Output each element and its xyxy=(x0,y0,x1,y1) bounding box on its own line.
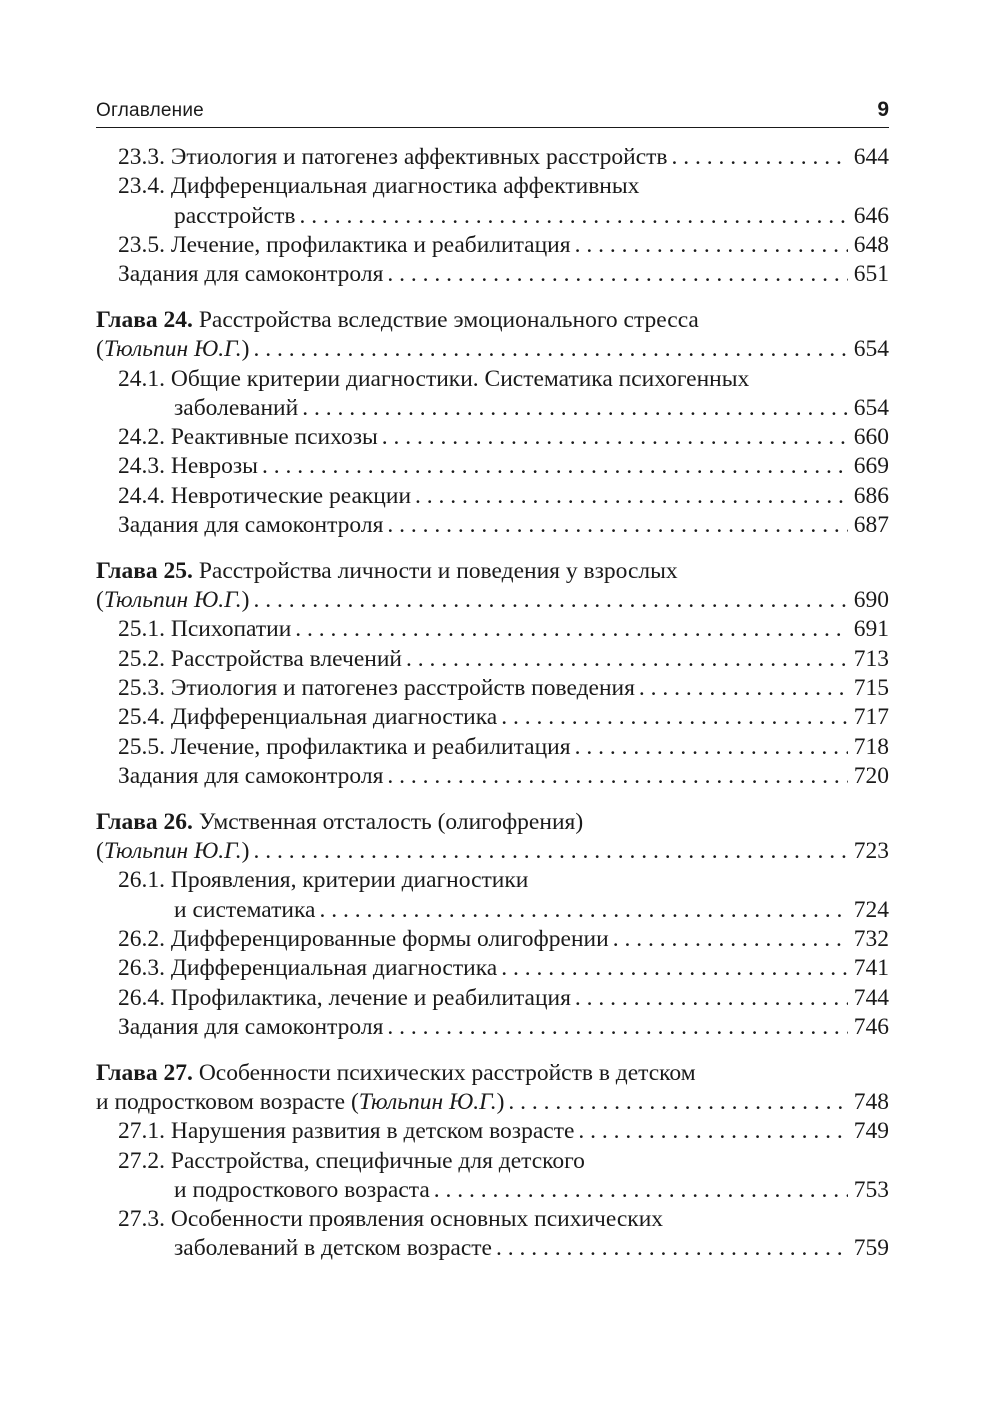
toc-page: 648 xyxy=(853,231,889,258)
dot-leader xyxy=(575,231,848,260)
toc-entry-26-3[interactable]: 26.3. Дифференциальная диагностика . . . 741 xyxy=(96,954,889,983)
toc-page: 723 xyxy=(853,838,889,865)
toc-page: 759 xyxy=(853,1235,889,1262)
dot-leader xyxy=(639,674,848,703)
dot-leader xyxy=(415,482,848,511)
toc-entry-tasks-24[interactable]: Задания для самоконтроля . . . 687 xyxy=(96,511,889,540)
toc-page: 687 xyxy=(853,512,889,539)
chapter-26-author[interactable]: (Тюльпин Ю.Г.) . . . 723 xyxy=(96,837,889,866)
dot-leader xyxy=(299,202,847,231)
dot-leader xyxy=(253,335,847,364)
chapter-label: Глава 25. xyxy=(96,557,193,584)
toc-entry-tasks-23[interactable]: Задания для самоконтроля . . . 651 xyxy=(96,260,889,289)
chapter-label: Глава 26. xyxy=(96,808,193,835)
toc-page: 749 xyxy=(853,1118,889,1145)
toc-page: 651 xyxy=(853,261,889,288)
chapter-25-author[interactable]: (Тюльпин Ю.Г.) . . . 690 xyxy=(96,586,889,615)
toc-page: 646 xyxy=(853,202,889,229)
toc-page: 713 xyxy=(853,645,889,672)
toc-page: 748 xyxy=(853,1088,889,1115)
chapter-label: Глава 27. xyxy=(96,1059,193,1086)
dot-leader xyxy=(253,837,847,866)
toc-page: 669 xyxy=(853,453,889,480)
toc-entry-27-2[interactable]: 27.2. Расстройства, специфичные для детского xyxy=(118,1147,585,1174)
toc-entry-25-1[interactable]: 25.1. Психопатии . . . 691 xyxy=(96,615,889,644)
toc-page: 720 xyxy=(853,762,889,789)
toc-entry-27-3-cont[interactable]: заболеваний в детском возрасте . . . 759 xyxy=(96,1234,889,1263)
dot-leader xyxy=(382,423,848,452)
toc-page: 753 xyxy=(853,1176,889,1203)
toc-entry-25-5[interactable]: 25.5. Лечение, профилактика и реабилитация . . . 718 xyxy=(96,733,889,762)
chapter-title: Расстройства личности и поведения у взрослых xyxy=(198,557,678,584)
dot-leader xyxy=(387,260,847,289)
toc-page: 715 xyxy=(853,675,889,702)
toc-page: 746 xyxy=(853,1013,889,1040)
toc-entry-26-1-cont[interactable]: и систематика . . . 724 xyxy=(96,896,889,925)
toc-page: 654 xyxy=(853,336,889,363)
toc-entry-27-2-cont[interactable]: и подросткового возраста . . . 753 xyxy=(96,1176,889,1205)
chapter-24-heading[interactable] xyxy=(96,306,889,335)
toc-page: 686 xyxy=(853,482,889,509)
dot-leader xyxy=(387,762,847,791)
toc-page: 732 xyxy=(853,925,889,952)
chapter-25-heading[interactable] xyxy=(96,557,889,586)
toc-page: 741 xyxy=(853,955,889,982)
toc-entry-26-4[interactable]: 26.4. Профилактика, лечение и реабилитация . . . 744 xyxy=(96,984,889,1013)
dot-leader xyxy=(672,143,848,172)
chapter-label: Глава 24. xyxy=(96,306,193,333)
dot-leader xyxy=(387,511,847,540)
chapter-24-author[interactable]: (Тюльпин Ю.Г.) . . . 654 xyxy=(96,335,889,364)
toc-page: 717 xyxy=(853,704,889,731)
toc-page: 744 xyxy=(853,984,889,1011)
toc-entry-24-1[interactable]: 24.1. Общие критерии диагностики. Систематика психогенных xyxy=(118,365,750,392)
toc-page: 724 xyxy=(853,896,889,923)
toc-entry-26-2[interactable]: 26.2. Дифференцированные формы олигофрении . . . 732 xyxy=(96,925,889,954)
dot-leader xyxy=(302,394,848,423)
table-of-contents xyxy=(96,143,889,1264)
toc-page: 691 xyxy=(853,616,889,643)
toc-page: 654 xyxy=(853,394,889,421)
dot-leader xyxy=(575,984,848,1013)
chapter-title: Умственная отсталость (олигофрения) xyxy=(198,808,584,835)
chapter-title: Особенности психических расстройств в детском xyxy=(198,1059,696,1086)
toc-entry-23-5[interactable]: 23.5. Лечение, профилактика и реабилитация . . . 648 xyxy=(96,231,889,260)
toc-page: 644 xyxy=(853,144,889,170)
toc-entry-23-4-cont[interactable]: расстройств . . . 646 xyxy=(96,202,889,231)
toc-page: 690 xyxy=(853,587,889,614)
toc-entry-25-2[interactable]: 25.2. Расстройства влечений . . . 713 xyxy=(96,645,889,674)
dot-leader xyxy=(319,896,847,925)
chapter-author: Тюльпин Ю.Г. xyxy=(103,838,242,865)
dot-leader xyxy=(501,703,848,732)
toc-page: 718 xyxy=(853,733,889,760)
chapter-title-cont: и подростковом возрасте xyxy=(96,1088,346,1115)
dot-leader xyxy=(262,452,848,481)
chapter-author: Тюльпин Ю.Г. xyxy=(358,1088,497,1115)
toc-entry-27-1[interactable]: 27.1. Нарушения развития в детском возрасте . . . 749 xyxy=(96,1117,889,1146)
page-number: 9 xyxy=(877,98,889,121)
dot-leader xyxy=(578,1117,847,1146)
chapter-27-title-cont[interactable]: и подростковом возрасте (Тюльпин Ю.Г.) . . . 748 xyxy=(96,1088,889,1117)
chapter-27-heading[interactable] xyxy=(96,1059,889,1088)
toc-entry-24-2[interactable]: 24.2. Реактивные психозы . . . 660 xyxy=(96,423,889,452)
dot-leader xyxy=(613,925,848,954)
dot-leader xyxy=(508,1088,847,1117)
toc-entry-25-4[interactable]: 25.4. Дифференциальная диагностика . . . 717 xyxy=(96,703,889,732)
dot-leader xyxy=(575,733,848,762)
toc-entry-23-4[interactable]: 23.4. Дифференциальная диагностика аффективных xyxy=(118,173,640,200)
toc-entry-25-3[interactable]: 25.3. Этиология и патогенез расстройств поведения . . . 715 xyxy=(96,674,889,703)
toc-entry-23-3[interactable]: 23.3. Этиология и патогенез аффективных расстройств . . . 644 xyxy=(96,143,889,172)
chapter-author: Тюльпин Ю.Г. xyxy=(103,587,242,614)
dot-leader xyxy=(253,586,847,615)
dot-leader xyxy=(501,954,848,983)
dot-leader xyxy=(295,615,847,644)
toc-entry-24-1-cont[interactable]: заболеваний . . . 654 xyxy=(96,394,889,423)
dot-leader xyxy=(406,645,848,674)
chapter-title: Расстройства вследствие эмоционального стресса xyxy=(198,306,699,333)
toc-entry-24-3[interactable]: 24.3. Неврозы . . . 669 xyxy=(96,452,889,481)
chapter-author: Тюльпин Ю.Г. xyxy=(103,336,242,363)
chapter-26-heading[interactable] xyxy=(96,808,889,837)
toc-entry-27-3[interactable]: 27.3. Особенности проявления основных психических xyxy=(118,1206,664,1233)
toc-entry-tasks-26[interactable]: Задания для самоконтроля . . . 746 xyxy=(96,1013,889,1042)
running-head xyxy=(96,97,889,128)
toc-entry-24-4[interactable]: 24.4. Невротические реакции . . . 686 xyxy=(96,482,889,511)
dot-leader xyxy=(496,1234,848,1263)
toc-entry-26-1[interactable]: 26.1. Проявления, критерии диагностики xyxy=(118,867,529,894)
dot-leader xyxy=(387,1013,847,1042)
dot-leader xyxy=(434,1176,848,1205)
toc-entry-tasks-25[interactable]: Задания для самоконтроля . . . 720 xyxy=(96,762,889,791)
toc-page: 660 xyxy=(853,424,889,451)
running-head-title: Оглавление xyxy=(96,100,204,121)
